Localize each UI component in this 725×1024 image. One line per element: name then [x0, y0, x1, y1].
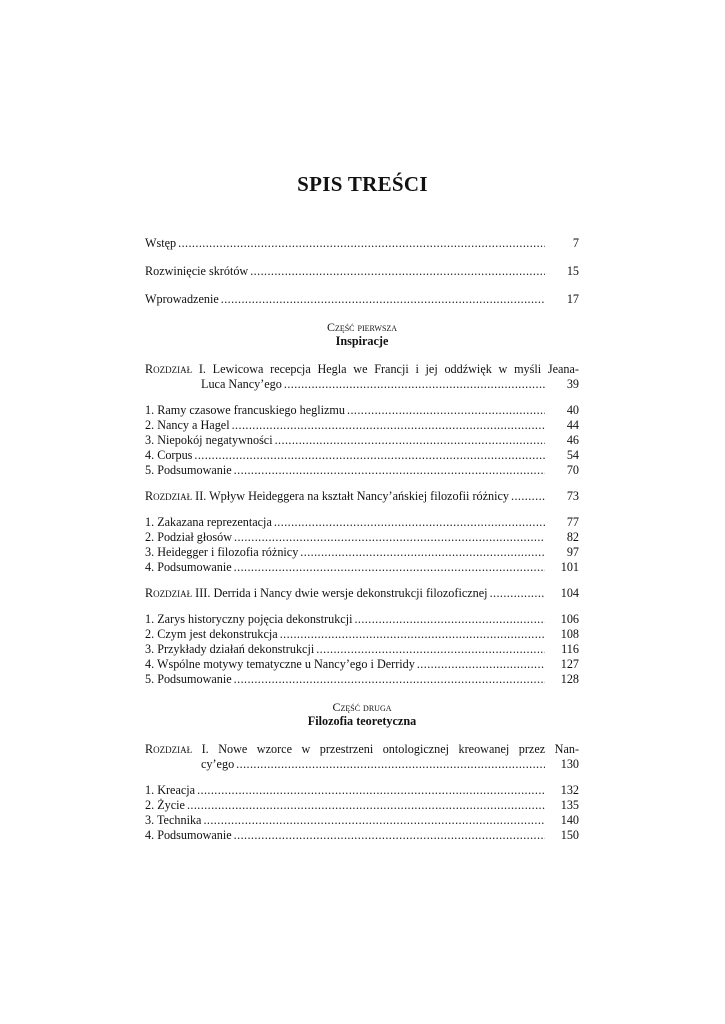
toc-entry-label: 2. Nancy a Hagel — [145, 418, 230, 432]
toc-entry-page: 77 — [566, 515, 579, 529]
dot-leader — [234, 672, 545, 687]
toc-entry-page: 127 — [560, 657, 579, 671]
part-label: Część druga — [332, 700, 392, 714]
toc-section-entry[interactable] — [145, 783, 579, 798]
toc-entry-page: 70 — [566, 463, 579, 477]
dot-leader — [250, 264, 545, 279]
toc-entry-label: 1. Zarys historyczny pojęcia dekonstrukcji — [145, 612, 353, 626]
table-of-contents — [145, 236, 579, 843]
toc-entry-page: 116 — [561, 642, 579, 656]
toc-section-entry[interactable] — [145, 642, 579, 657]
toc-entry-wstep[interactable] — [145, 236, 579, 251]
toc-entry-page: 128 — [560, 672, 579, 686]
chapter-entry[interactable] — [145, 586, 579, 601]
chapter-heading-line — [145, 489, 579, 504]
toc-entry-page: 17 — [566, 292, 579, 306]
chapter-heading-line — [145, 586, 579, 601]
dot-leader — [178, 236, 545, 251]
toc-entry-label: 1. Zakazana reprezentacja — [145, 515, 272, 529]
dot-leader — [221, 292, 545, 307]
toc-section-entry[interactable] — [145, 627, 579, 642]
dot-leader — [234, 560, 545, 575]
toc-entry-page: 82 — [566, 530, 579, 544]
chapter-title-continuation: cy’ego — [201, 757, 235, 771]
chapter-prefix: Rozdział I. — [145, 742, 209, 756]
toc-section-entry[interactable] — [145, 530, 579, 545]
toc-entry-page: 7 — [572, 236, 579, 250]
toc-entry-page: 101 — [560, 560, 579, 574]
dot-leader — [354, 612, 545, 627]
toc-entry-page: 106 — [560, 612, 579, 626]
toc-entry-page: 150 — [560, 828, 579, 842]
toc-entry-page: 54 — [566, 448, 579, 462]
toc-entry-label: 5. Podsumowanie — [145, 463, 232, 477]
toc-entry-label: Wprowadzenie — [145, 292, 219, 306]
chapter-heading-line — [145, 362, 579, 377]
dot-leader — [274, 515, 545, 530]
toc-section-entry[interactable] — [145, 463, 579, 478]
toc-entry-label: 3. Przykłady działań dekonstrukcji — [145, 642, 315, 656]
dot-leader — [194, 448, 545, 463]
toc-entry-label: 4. Corpus — [145, 448, 193, 462]
toc-entry-page: 104 — [560, 586, 579, 600]
dot-leader — [347, 403, 545, 418]
dot-leader — [275, 433, 545, 448]
toc-entry-page: 40 — [566, 403, 579, 417]
dot-leader — [234, 828, 545, 843]
dot-leader — [511, 489, 545, 504]
toc-section-entry[interactable] — [145, 515, 579, 530]
chapter-heading-line — [145, 742, 579, 757]
toc-entry-label: 4. Wspólne motywy tematyczne u Nancy’ego i Derridy — [145, 657, 415, 671]
chapter-heading-continuation — [145, 757, 579, 772]
toc-entry-rozwiniecie-skrotow[interactable] — [145, 264, 579, 279]
toc-entry-page: 44 — [566, 418, 579, 432]
toc-entry-page: 135 — [560, 798, 579, 812]
toc-entry-page: 140 — [560, 813, 579, 827]
toc-entry-label: 3. Niepokój negatywności — [145, 433, 273, 447]
toc-section-entry[interactable] — [145, 798, 579, 813]
toc-entry-page: 97 — [566, 545, 579, 559]
toc-entry-label: Wstęp — [145, 236, 177, 250]
toc-entry-label: 1. Ramy czasowe francuskiego heglizmu — [145, 403, 346, 417]
part-title: Filozofia teoretyczna — [307, 714, 417, 728]
toc-section-entry[interactable] — [145, 828, 579, 843]
toc-entry-page: 132 — [560, 783, 579, 797]
toc-entry-label: 2. Podział głosów — [145, 530, 233, 544]
toc-entry-label: 3. Heidegger i filozofia różnicy — [145, 545, 299, 559]
chapter-prefix: Rozdział I. — [145, 362, 206, 376]
toc-section-entry[interactable] — [145, 403, 579, 418]
toc-entry-page: 15 — [566, 264, 579, 278]
dot-leader — [300, 545, 545, 560]
dot-leader — [187, 798, 545, 813]
toc-entry-page: 108 — [560, 627, 579, 641]
dot-leader — [280, 627, 545, 642]
part-title: Inspiracje — [335, 334, 389, 348]
chapter-entry[interactable] — [145, 362, 579, 392]
dot-leader — [417, 657, 545, 672]
toc-section-entry[interactable] — [145, 448, 579, 463]
part-label: Część pierwsza — [326, 320, 398, 334]
toc-entry-page: 46 — [566, 433, 579, 447]
toc-section-entry[interactable] — [145, 433, 579, 448]
page-title: SPIS TREŚCI — [297, 172, 428, 196]
dot-leader — [234, 463, 545, 478]
chapter-title-continuation: Luca Nancy’ego — [201, 377, 282, 391]
toc-entry-label: 1. Kreacja — [145, 783, 196, 797]
toc-section-entry[interactable] — [145, 657, 579, 672]
toc-section-entry[interactable] — [145, 560, 579, 575]
toc-section-entry[interactable] — [145, 418, 579, 433]
toc-entry-label: 4. Podsumowanie — [145, 560, 232, 574]
dot-leader — [316, 642, 545, 657]
toc-entry-page: 130 — [560, 757, 579, 771]
toc-entry-page: 73 — [566, 489, 579, 503]
dot-leader — [236, 757, 545, 772]
chapter-entry[interactable] — [145, 742, 579, 772]
dot-leader — [490, 586, 545, 601]
chapter-title: Lewicowa recepcja Hegla we Francji i jej oddźwięk w myśli Jeana- — [212, 362, 579, 376]
toc-section-entry[interactable] — [145, 672, 579, 687]
toc-section-entry[interactable] — [145, 813, 579, 828]
chapter-prefix: Rozdział II. — [145, 489, 207, 503]
dot-leader — [203, 813, 545, 828]
chapter-heading-continuation — [145, 377, 579, 392]
toc-entry-label: Rozwinięcie skrótów — [145, 264, 249, 278]
chapter-title: Derrida i Nancy dwie wersje dekonstrukcji filozoficznej — [213, 586, 488, 600]
toc-entry-label: 3. Technika — [145, 813, 202, 827]
dot-leader — [234, 530, 545, 545]
chapter-entry[interactable] — [145, 489, 579, 504]
chapter-title: Nowe wzorce w przestrzeni ontologicznej kreowanej przez Nan- — [218, 742, 580, 756]
chapter-prefix: Rozdział III. — [145, 586, 211, 600]
dot-leader — [284, 377, 545, 392]
dot-leader — [197, 783, 545, 798]
toc-entry-page: 39 — [566, 377, 579, 391]
toc-entry-label: 2. Życie — [145, 798, 185, 812]
toc-section-entry[interactable] — [145, 545, 579, 560]
toc-section-entry[interactable] — [145, 612, 579, 627]
dot-leader — [232, 418, 545, 433]
toc-entry-label: 2. Czym jest dekonstrukcja — [145, 627, 278, 641]
toc-entry-label: 5. Podsumowanie — [145, 672, 232, 686]
toc-entry-label: 4. Podsumowanie — [145, 828, 232, 842]
chapter-title: Wpływ Heideggera na kształt Nancy’ańskiej filozofii różnicy — [209, 489, 509, 503]
toc-entry-wprowadzenie[interactable] — [145, 292, 579, 307]
